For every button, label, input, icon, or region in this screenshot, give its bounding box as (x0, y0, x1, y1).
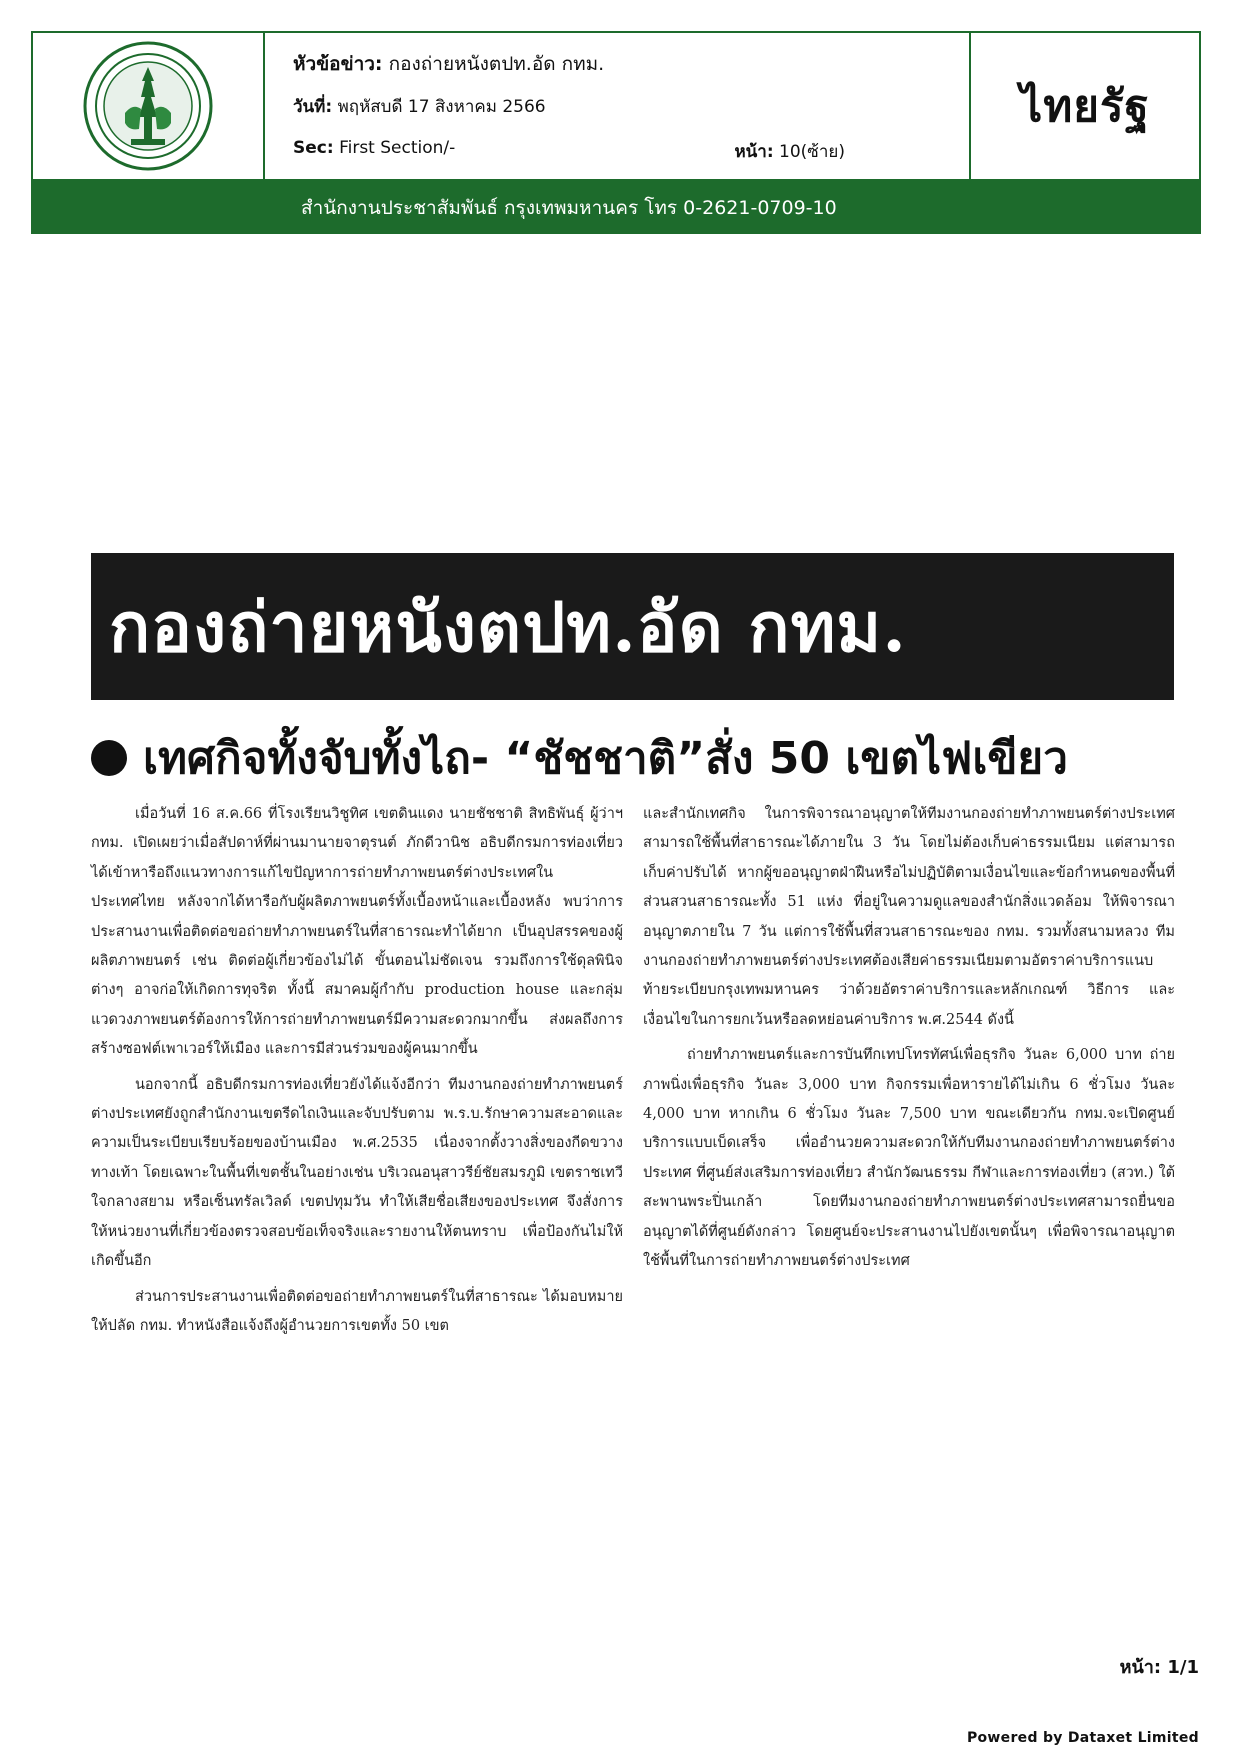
contact-bar (31, 181, 1201, 234)
page-indicator: หน้า: 1/1 (1119, 1657, 1199, 1678)
clipping-info (265, 33, 971, 179)
publication-cell (971, 33, 1199, 179)
headline (91, 553, 1174, 700)
section-label: Sec: (293, 138, 334, 158)
article-paragraph: เมื่อวันที่ 16 ส.ค.66 ที่โรงเรียนวิชูทิศ เขตดินแดง นายชัชชาติ สิทธิพันธุ์ ผู้ว่าฯกทม. เปิดเผยว่าเมื่อสัปดาห์ที่ผ่านมานายจาตุรนต์ ภักดีวานิช อธิบดีกรมการท่องเที่ยว ได้เข้าหารือถึงแนวทางการแก้ไขปัญหาการถ่ายทำภาพยนตร์ต่างประเทศในประเทศไทย หลังจากได้หารือกับผู้ผลิตภาพยนตร์ทั้งเบื้องหน้าและเบื้องหลัง พบว่าการประสานงานเพื่อติดต่อขอถ่ายทำภาพยนตร์ในที่สาธารณะทำได้ยาก เป็นอุปสรรคของผู้ผลิตภาพยนตร์ เช่น ติดต่อผู้เกี่ยวข้องไม่ได้ ขั้นตอนไม่ชัดเจน รวมถึงการใช้ดุลพินิจต่างๆ อาจก่อให้เกิดการทุจริต ทั้งนี้ สมาคมผู้กำกับ production house และกลุ่มแวดวงภาพยนตร์ต้องการให้การถ่ายทำภาพยนตร์มีความสะดวกมากขึ้น ส่งผลถึงการสร้างซอฟต์เพาเวอร์ให้เมือง และการมีส่วนร่วมของผู้คนมากขึ้น (91, 806, 623, 1058)
page-info (734, 138, 845, 165)
logo-cell (33, 33, 265, 179)
bangkok-seal-icon (81, 39, 215, 173)
article-paragraph: นอกจากนี้ อธิบดีกรมการท่องเที่ยวยังได้แจ้งอีกว่า ทีมงานกองถ่ายทำภาพยนตร์ต่างประเทศยังถูกสำนักงานเขตรีดไถเงินและจับปรับตาม พ.ร.บ.รักษาความสะอาดและความเป็นระเบียบเรียบร้อยของบ้านเมือง พ.ศ.2535 เนื่องจากตั้งวางสิ่งของกีดขวางทางเท้า โดยเฉพาะในพื้นที่เขตชั้นในอย่างเช่น บริเวณอนุสาวรีย์ชัยสมรภูมิ เขตราชเทวี ใจกลางสยาม หรือเซ็นทรัลเวิลด์ เขตปทุมวัน ทำให้เสียชื่อเสียงของประเทศ จึงสั่งการให้หน่วยงานที่เกี่ยวข้องตรวจสอบข้อเท็จจริงและรายงานให้ตนทราบ เพื่อป้องกันไม่ให้เกิดขึ้นอีก (91, 1076, 623, 1270)
subheadline-text: เทศกิจทั้งจับทั้งไถ- “ชัชชาติ”สั่ง 50 เขตไฟเขียว (143, 733, 1068, 784)
publication-name: ไทยรัฐ (1020, 81, 1150, 132)
topic-label: หัวข้อข่าว: (293, 53, 383, 75)
topic-value: กองถ่ายหนังตปท.อัด กทม. (388, 53, 605, 75)
date-value: พฤหัสบดี 17 สิงหาคม 2566 (337, 97, 546, 117)
article-paragraph: ส่วนการประสานงานเพื่อติดต่อขอถ่ายทำภาพยนตร์ในที่สาธารณะ ได้มอบหมายให้ปลัด กทม. ทำหนังสือแจ้งถึงผู้อำนวยการเขตทั้ง 50 เขต (91, 1288, 623, 1334)
article-column-left (91, 800, 623, 1347)
clipping-header (31, 31, 1201, 181)
subheadline (91, 718, 1174, 798)
section-value: First Section/- (339, 138, 456, 158)
section-row (293, 138, 945, 165)
article-paragraph: และสำนักเทศกิจ ในการพิจารณาอนุญาตให้ทีมงานกองถ่ายทำภาพยนตร์ต่างประเทศสามารถใช้พื้นที่สาธารณะได้ภายใน 3 วัน โดยไม่ต้องเก็บค่าธรรมเนียม แต่สามารถเก็บค่าปรับได้ หากผู้ขออนุญาตฝ่าฝืนหรือไม่ปฏิบัติตามเงื่อนไขและข้อกำหนดของพื้นที่ ส่วนสวนสาธารณะทั้ง 51 แห่ง ที่อยู่ในความดูแลของสำนักสิ่งแวดล้อม ให้พิจารณาอนุญาตภายใน 7 วัน แต่การใช้พื้นที่สวนสาธารณะของ กทม. รวมทั้งสนามหลวง ทีมงานกองถ่ายทำภาพยนตร์ต่างประเทศต้องเสียค่าธรรมเนียมตามอัตราค่าบริการแนบท้ายระเบียบกรุงเทพมหานคร ว่าด้วยอัตราค่าบริการและหลักเกณฑ์ วิธีการ และเงื่อนไขในการยกเว้นหรือลดหย่อนค่าบริการ พ.ศ.2544 ดังนี้ (643, 806, 1175, 1028)
date-line (293, 93, 945, 120)
page-label: หน้า: (734, 142, 774, 162)
topic-line (293, 49, 945, 79)
headline-text: กองถ่ายหนังตปท.อัด กทม. (109, 587, 907, 668)
filled-circle-bullet-icon (91, 740, 127, 776)
powered-by: Powered by Dataxet Limited (966, 1730, 1199, 1746)
section-info (293, 138, 455, 165)
article-paragraph: ถ่ายทำภาพยนตร์และการบันทึกเทปโทรทัศน์เพื่อธุรกิจ วันละ 6,000 บาท ถ่ายภาพนิ่งเพื่อธุรกิจ วันละ 3,000 บาท กิจกรรมเพื่อหารายได้ไม่เกิน 6 ชั่วโมง วันละ 4,000 บาท หากเกิน 6 ชั่วโมง วันละ 7,500 บาท ขณะเดียวกัน กทม.จะเปิดศูนย์บริการแบบเบ็ดเสร็จ เพื่ออำนวยความสะดวกให้กับทีมงานกองถ่ายทำภาพยนตร์ต่างประเทศ ที่ศูนย์ส่งเสริมการท่องเที่ยว สำนักวัฒนธรรม กีฬาและการท่องเที่ยว (สวท.) ใต้สะพานพระปิ่นเกล้า โดยทีมงานกองถ่ายทำภาพยนตร์ต่างประเทศสามารถยื่นขออนุญาตได้ที่ศูนย์ดังกล่าว โดยศูนย์จะประสานงานไปยังเขตนั้นๆ เพื่อพิจารณาอนุญาตใช้พื้นที่ในการถ่ายทำภาพยนตร์ต่างประเทศ (643, 1047, 1175, 1270)
article-column-right (643, 800, 1175, 1283)
page-value: 10(ซ้าย) (779, 142, 845, 162)
contact-text: สำนักงานประชาสัมพันธ์ กรุงเทพมหานคร โทร 0-2621-0709-10 (301, 196, 837, 219)
date-label: วันที่: (293, 97, 333, 117)
